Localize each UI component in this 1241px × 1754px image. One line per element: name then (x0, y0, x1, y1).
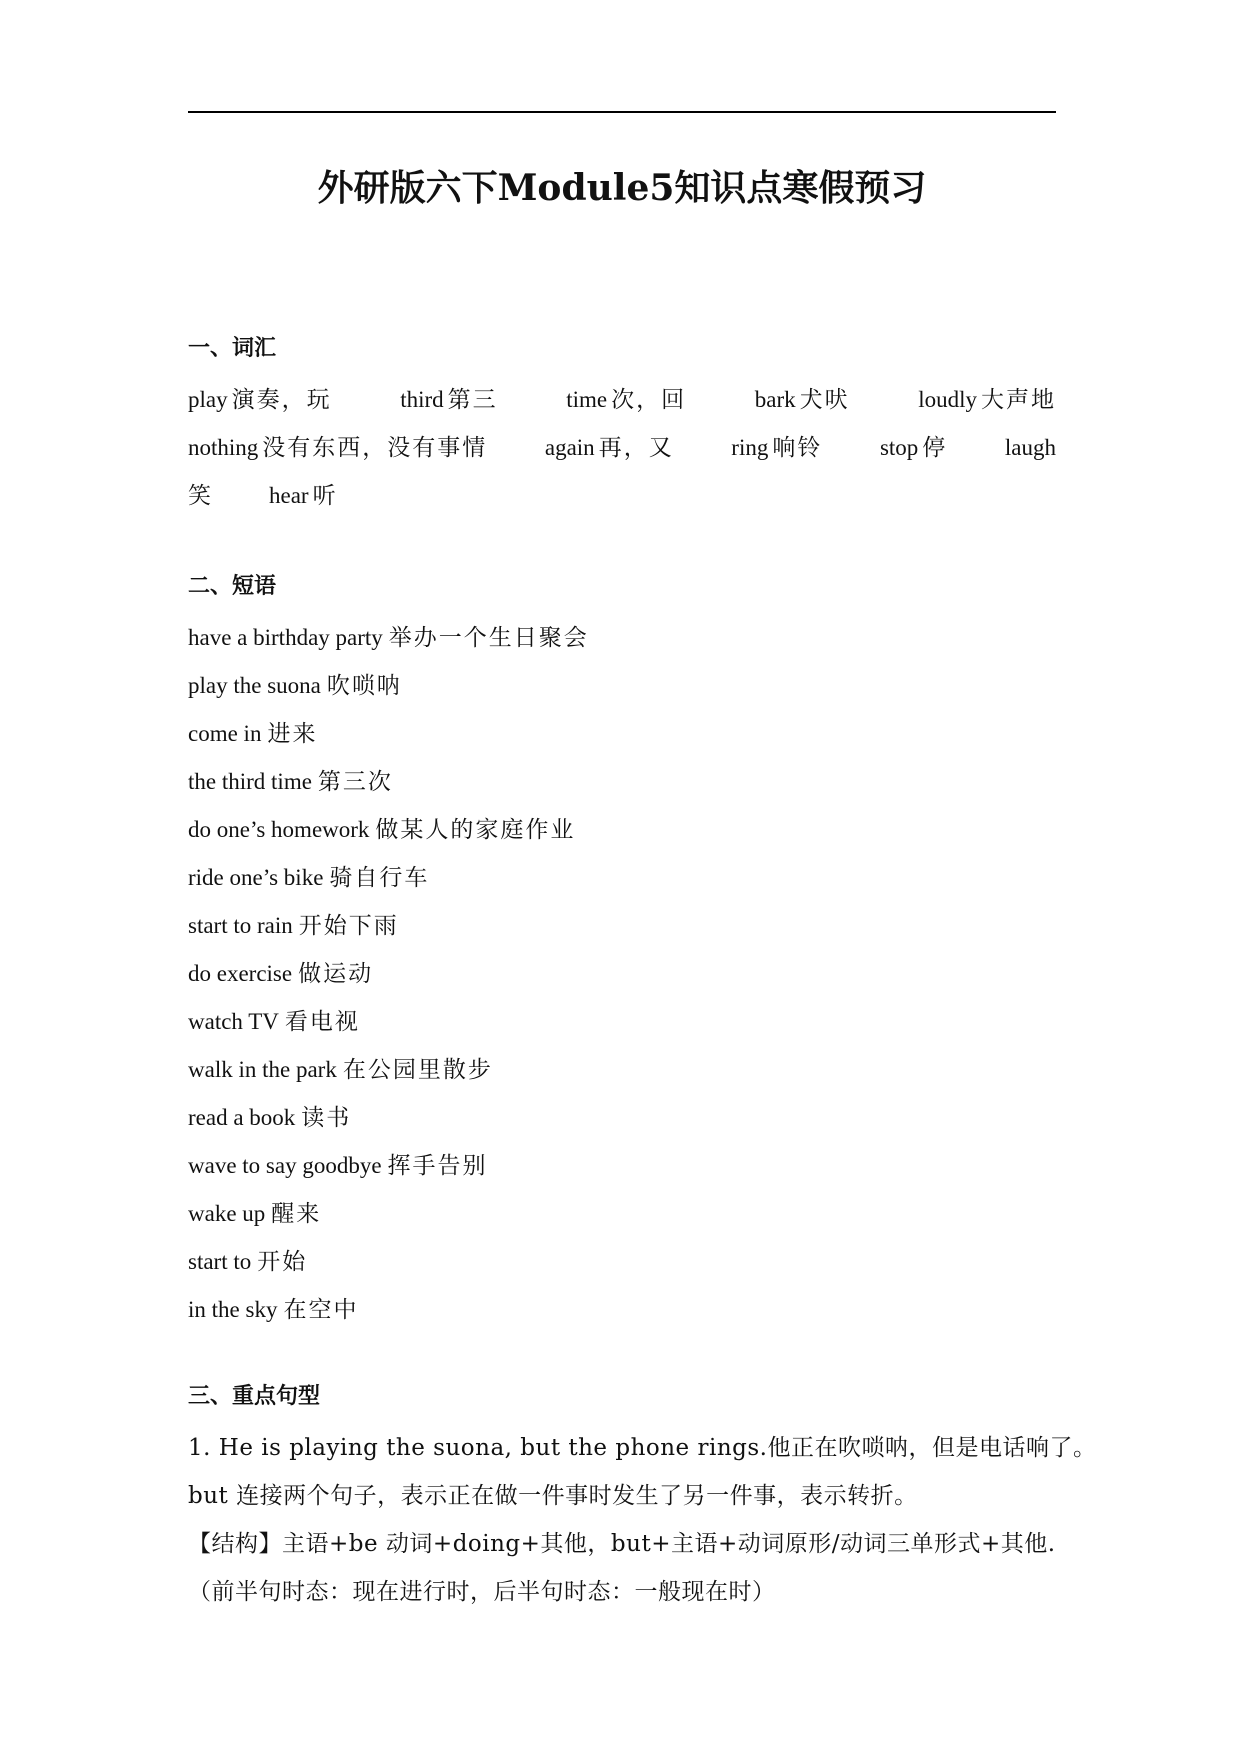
phrase-en: the third time (188, 769, 312, 794)
vocab-item (188, 376, 332, 424)
phrase-zh: 第三次 (317, 769, 393, 795)
phrase-item (188, 614, 1056, 662)
vocab-en: again (544, 435, 595, 460)
header-rule (188, 111, 1056, 113)
vocab-item (400, 376, 497, 424)
vocab-line (188, 424, 1056, 472)
vocab-zh: 犬吠 (799, 387, 850, 413)
vocab-zh: 大声地 (980, 387, 1056, 413)
phrase-item (188, 902, 1056, 950)
vocab-en: ring (731, 435, 769, 460)
phrase-item (188, 710, 1056, 758)
vocab-zh: 响铃 (772, 435, 823, 461)
vocab-item (188, 472, 213, 520)
section-heading-sentences: 三、重点句型 (188, 1383, 321, 1409)
phrase-item (188, 1094, 1056, 1142)
phrase-item (188, 1238, 1056, 1286)
vocab-en: bark (754, 387, 796, 412)
vocab-item (918, 376, 1056, 424)
section-heading-phrases: 二、短语 (188, 573, 277, 599)
phrase-en: come in (188, 721, 262, 746)
section-heading-vocab: 一、词汇 (188, 335, 277, 361)
vocab-line (188, 376, 1056, 424)
phrase-item (188, 1142, 1056, 1190)
phrase-en: do one’s homework (188, 817, 370, 842)
phrase-zh: 醒来 (271, 1201, 322, 1227)
vocab-zh: 笑 (188, 483, 213, 509)
phrase-zh: 挥手告别 (387, 1153, 488, 1179)
vocab-item (1005, 424, 1056, 472)
phrase-zh: 在公园里散步 (342, 1057, 493, 1083)
vocab-zh: 次，回 (611, 387, 687, 413)
phrase-item (188, 662, 1056, 710)
phrase-zh: 举办一个生日聚会 (388, 625, 589, 651)
vocab-zh: 第三 (447, 387, 498, 413)
vocab-zh: 听 (312, 483, 338, 509)
phrase-zh: 进来 (267, 721, 318, 747)
sentence-line: but 连接两个句子，表示正在做一件事时发生了另一件事，表示转折。 (188, 1483, 918, 1509)
phrase-zh: 骑自行车 (329, 865, 430, 891)
phrase-en: start to rain (188, 913, 293, 938)
phrase-en: walk in the park (188, 1057, 337, 1082)
phrase-en: in the sky (188, 1297, 278, 1322)
vocab-item (880, 424, 947, 472)
phrase-zh: 开始下雨 (298, 913, 399, 939)
vocab-en: time (566, 387, 608, 412)
vocab-en: laugh (1004, 435, 1056, 460)
phrase-en: ride one’s bike (188, 865, 324, 890)
phrase-zh: 开始 (257, 1249, 308, 1275)
phrase-en: wave to say goodbye (188, 1153, 382, 1178)
vocab-item (566, 376, 686, 424)
vocab-en: nothing (188, 435, 259, 460)
phrase-list (188, 614, 1056, 1334)
sentence-line: 1. He is playing the suona, but the phone rings.他正在吹唢呐，但是电话响了。 (188, 1435, 1097, 1461)
vocab-item (545, 424, 674, 472)
phrase-item (188, 1046, 1056, 1094)
phrase-item (188, 998, 1056, 1046)
vocab-zh: 演奏，玩 (231, 387, 332, 413)
phrase-item (188, 806, 1056, 854)
vocab-en: play (188, 387, 228, 412)
phrase-zh: 在空中 (283, 1297, 359, 1323)
phrase-en: do exercise (188, 961, 293, 986)
vocab-zh: 没有东西，没有事情 (262, 435, 488, 461)
phrase-en: watch TV (188, 1009, 279, 1034)
sentence-list (188, 1424, 1097, 1616)
phrase-zh: 读书 (301, 1105, 352, 1131)
vocab-en: third (400, 387, 444, 412)
vocab-item (188, 424, 487, 472)
phrase-en: read a book (188, 1105, 296, 1130)
vocab-en: hear (269, 483, 309, 508)
phrase-zh: 做某人的家庭作业 (375, 817, 576, 843)
vocab-item (731, 424, 822, 472)
sentence-line: 【结构】主语+be 动词+doing+其他，but+主语+动词原形/动词三单形式+其他. (188, 1531, 1056, 1557)
vocab-line (188, 472, 1056, 520)
document-body (188, 328, 1097, 1616)
phrase-item (188, 1190, 1056, 1238)
phrase-en: have a birthday party (188, 625, 383, 650)
phrase-item (188, 1286, 1056, 1334)
phrase-en: wake up (188, 1201, 266, 1226)
document-title: 外研版六下Module5知识点寒假预习 (317, 167, 927, 209)
phrase-item (188, 950, 1056, 998)
phrase-zh: 做运动 (298, 961, 374, 987)
phrase-zh: 吹唢呐 (326, 673, 402, 699)
phrase-en: start to (188, 1249, 252, 1274)
phrase-zh: 看电视 (284, 1009, 360, 1035)
vocab-en: loudly (918, 387, 977, 412)
vocab-en: stop (879, 435, 919, 460)
vocab-item (755, 376, 850, 424)
vocab-zh: 再，又 (598, 435, 674, 461)
vocab-item (269, 472, 338, 520)
phrase-item (188, 854, 1056, 902)
phrase-item (188, 758, 1056, 806)
vocab-zh: 停 (922, 435, 948, 461)
sentence-line: （前半句时态：现在进行时，后半句时态：一般现在时） (188, 1579, 776, 1605)
phrase-en: play the suona (188, 673, 321, 698)
